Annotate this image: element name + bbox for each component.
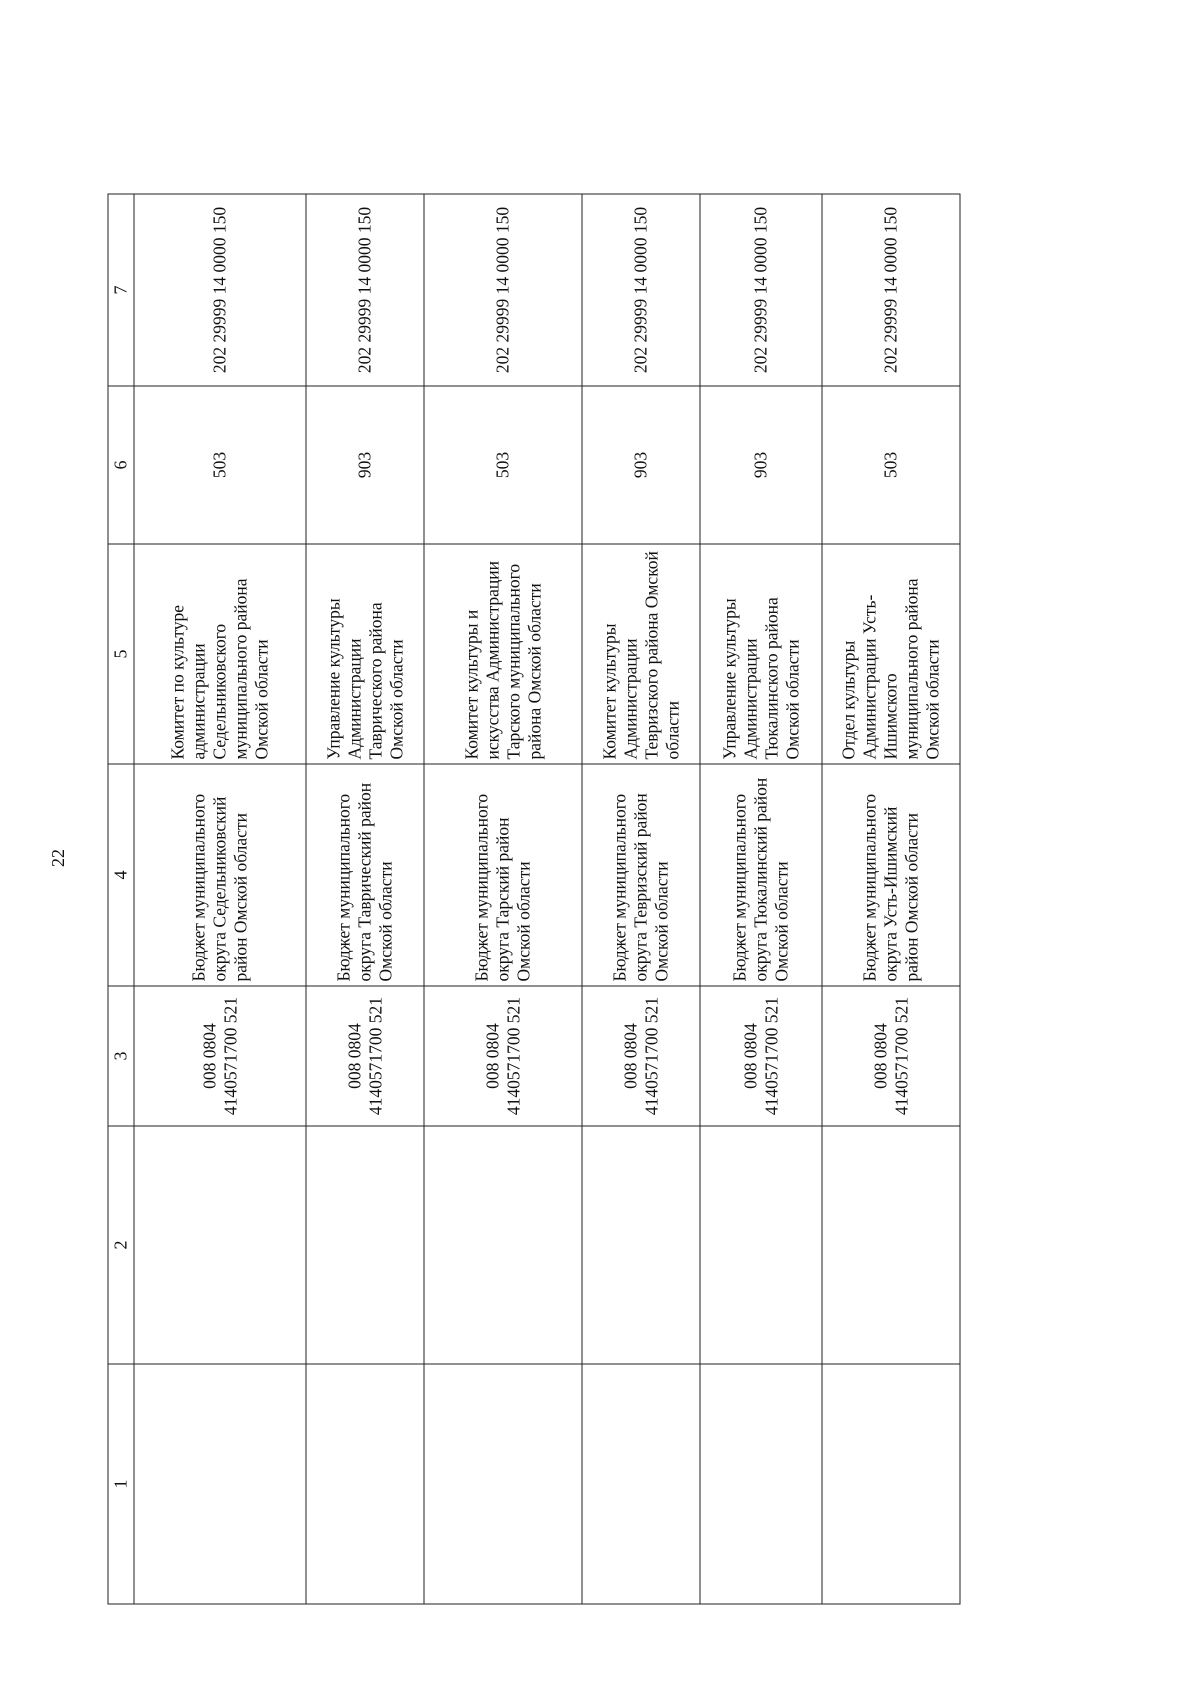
cell-col-1 xyxy=(424,1364,582,1604)
cell-revenue-code: 202 29999 14 0000 150 xyxy=(424,194,582,386)
cell-col-2 xyxy=(134,1126,306,1364)
cell-budget-code xyxy=(134,986,306,1126)
table-row xyxy=(424,194,582,1604)
cell-budget-code xyxy=(700,986,822,1126)
cell-col-1 xyxy=(582,1364,700,1604)
cell-budget-name: Бюджет муниципального округа Тюкалинский район Омской области xyxy=(700,764,822,986)
budget-code-line: 4140571700 521 xyxy=(503,996,523,1116)
cell-col-1 xyxy=(700,1364,822,1604)
budget-code-line: 008 0804 xyxy=(482,1023,502,1089)
header-col-3: 3 xyxy=(108,986,134,1126)
cell-administrator: Комитет культуры Администрации Тевризского района Омской области xyxy=(582,544,700,764)
cell-admin-code: 903 xyxy=(582,386,700,544)
header-col-5: 5 xyxy=(108,544,134,764)
cell-budget-name: Бюджет муниципального округа Усть-Ишимский район Омской области xyxy=(822,764,960,986)
table-row xyxy=(582,194,700,1604)
header-col-1: 1 xyxy=(108,1364,134,1604)
budget-code-line: 008 0804 xyxy=(344,1023,364,1089)
cell-admin-code: 503 xyxy=(134,386,306,544)
cell-col-2 xyxy=(424,1126,582,1364)
budget-code-line: 008 0804 xyxy=(870,1023,890,1089)
cell-revenue-code: 202 29999 14 0000 150 xyxy=(306,194,424,386)
cell-admin-code: 503 xyxy=(822,386,960,544)
header-row xyxy=(108,194,134,1604)
cell-budget-code xyxy=(822,986,960,1126)
cell-col-2 xyxy=(700,1126,822,1364)
cell-budget-code xyxy=(306,986,424,1126)
table-body xyxy=(134,194,960,1604)
table-row xyxy=(700,194,822,1604)
table-row xyxy=(822,194,960,1604)
cell-budget-name: Бюджет муниципального округа Седельниковский район Омской области xyxy=(134,764,306,986)
cell-col-1 xyxy=(134,1364,306,1604)
budget-code-line: 008 0804 xyxy=(740,1023,760,1089)
cell-admin-code: 503 xyxy=(424,386,582,544)
table-container xyxy=(108,195,1033,1605)
table-row xyxy=(306,194,424,1604)
budget-code-line: 008 0804 xyxy=(620,1023,640,1089)
cell-col-1 xyxy=(822,1364,960,1604)
cell-administrator: Комитет культуры и искусства Администрации Тарского муниципального района Омской области xyxy=(424,544,582,764)
budget-code-line: 4140571700 521 xyxy=(220,996,240,1116)
budget-code-line: 4140571700 521 xyxy=(641,996,661,1116)
cell-revenue-code: 202 29999 14 0000 150 xyxy=(582,194,700,386)
budget-code-line: 008 0804 xyxy=(199,1023,219,1089)
cell-col-1 xyxy=(306,1364,424,1604)
cell-budget-code xyxy=(424,986,582,1126)
cell-col-2 xyxy=(582,1126,700,1364)
cell-budget-name: Бюджет муниципального округа Тарский район Омской области xyxy=(424,764,582,986)
cell-budget-code xyxy=(582,986,700,1126)
budget-table xyxy=(108,194,961,1605)
table-row xyxy=(134,194,306,1604)
cell-revenue-code: 202 29999 14 0000 150 xyxy=(822,194,960,386)
cell-admin-code: 903 xyxy=(700,386,822,544)
cell-admin-code: 903 xyxy=(306,386,424,544)
cell-revenue-code: 202 29999 14 0000 150 xyxy=(134,194,306,386)
budget-code-line: 4140571700 521 xyxy=(761,996,781,1116)
header-col-4: 4 xyxy=(108,764,134,986)
cell-budget-name: Бюджет муниципального округа Таврический район Омской области xyxy=(306,764,424,986)
page-number: 22 xyxy=(48,849,68,867)
cell-administrator: Управление культуры Администрации Таврического района Омской области xyxy=(306,544,424,764)
budget-code-line: 4140571700 521 xyxy=(891,996,911,1116)
cell-administrator: Комитет по культуре администрации Седельниковского муниципального района Омской области xyxy=(134,544,306,764)
header-col-7: 7 xyxy=(108,194,134,386)
header-col-6: 6 xyxy=(108,386,134,544)
header-col-2: 2 xyxy=(108,1126,134,1364)
cell-administrator: Отдел культуры Администрации Усть-Ишимского муниципального района Омской области xyxy=(822,544,960,764)
cell-col-2 xyxy=(822,1126,960,1364)
cell-administrator: Управление культуры Администрации Тюкалинского района Омской области xyxy=(700,544,822,764)
budget-code-line: 4140571700 521 xyxy=(365,996,385,1116)
cell-budget-name: Бюджет муниципального округа Тевризский район Омской области xyxy=(582,764,700,986)
cell-col-2 xyxy=(306,1126,424,1364)
cell-revenue-code: 202 29999 14 0000 150 xyxy=(700,194,822,386)
